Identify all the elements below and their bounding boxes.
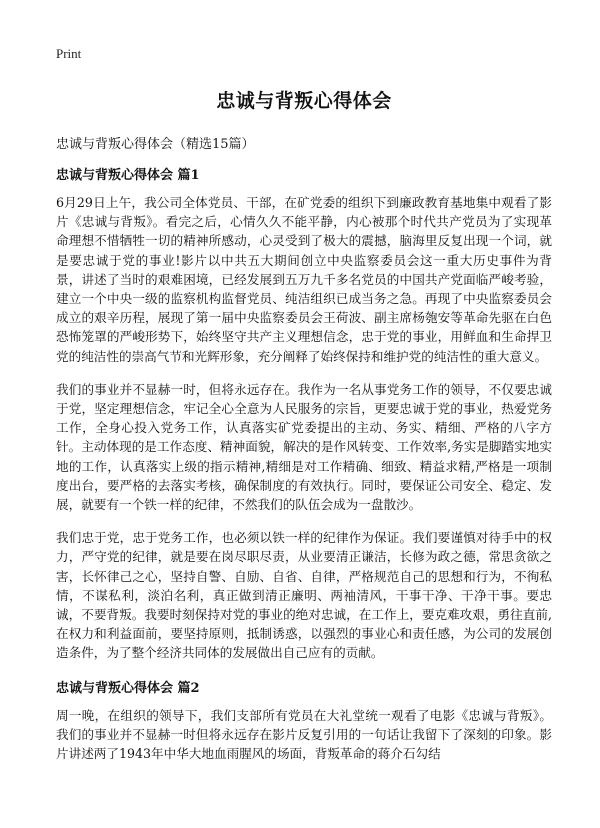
section-heading-2: 忠诚与背叛心得体会 篇2 bbox=[56, 680, 200, 696]
document-title: 忠诚与背叛心得体会 bbox=[216, 90, 392, 112]
section-1-paragraph-2: 我们的事业并不显赫一时，但将永远存在。我作为一名从事党务工作的领导，不仅要忠诚于党，坚定理想信念，牢记全心全意为人民服务的宗旨，更要忠诚于党的事业，热爱党务工作，全身心投入党务工作，认真落实矿党委提出的主动、务实、精细、严格的八字方针。主动体现的是工作态度、精神面貌，解决的是作风转变、工作效率,务实是脚踏实地实地的工作，认真落实上级的指示精神,精细是对工作精确、细致、精益求精,严格是一项制度出台，要严格的去落实考核，确保制度的有效执行。同时，要保证公司安全、稳定、发展，就要有一个铁一样的纪律，不然我们的队伍会成为一盘散沙。 bbox=[56, 381, 552, 513]
section-1-paragraph-3: 我们忠于党，忠于党务工作，也必须以铁一样的纪律作为保证。我们要谨慎对待手中的权力，严守党的纪律，就是要在岗尽职尽责，从业要清正谦洁，长修为政之德，常思贪欲之害，长怀律己之心，坚持自警、自励、自省、自律，严格规范自己的思想和行为，不徇私情，不谋私利，淡泊名利，真正做到清正廉明、两袖清风，干事干净、干净干事。要忠诚，不要背叛。我要时刻保持对党的事业的绝对忠诚，在工作上，要克难攻艰，勇往直前,在权力和利益面前，要坚持原则，抵制诱惑，以强烈的事业心和责任感，为公司的发展创造条件，为了整个经济共同体的发展做出自己应有的贡献。 bbox=[56, 530, 552, 661]
section-1-paragraph-1: 6月29日上午，我公司全体党员、干部，在矿党委的组织下到廉政教育基地集中观看了影片《忠诚与背叛》。看完之后，心情久久不能平静，内心被那个时代共产党员为了实现革命理想不惜牺牲一切的精神所感动，心灵受到了极大的震撼，脑海里反复出现一个词，就是要忠诚于党的事业!影片以中共五大期间创立中央监察委员会这一重大历史事件为背景，讲述了当时的艰难困境，已经发展到五万九千多名党员的中国共产党面临严峻考验，建立一个中央一级的监察机构监督党员、纯洁组织已成当务之急。再现了中央监察委员会成立的艰辛历程，展现了第一届中央监察委员会王荷波、副主席杨匏安等革命先驱在白色恐怖笼罩的严峻形势下，始终坚守共产主义理想信念，忠于党的事业，用鲜血和生命捍卫党的纯洁性的崇高气节和光辉形象，充分阐释了始终保持和维护党的纯洁性的重大意义。 bbox=[56, 195, 552, 364]
section-2-paragraph-1: 周一晚，在组织的领导下，我们支部所有党员在大礼堂统一观看了电影《忠诚与背叛》。我们的事业并不显赫一时但将永远存在影片反复引用的一句话让我留下了深刻的印象。影片讲述两了1943年中华大地血雨腥风的场面，背叛革命的蒋介石勾结 bbox=[56, 707, 552, 762]
print-link[interactable]: Print bbox=[56, 46, 82, 61]
document-subtitle: 忠诚与背叛心得体会（精选15篇） bbox=[56, 137, 255, 152]
section-heading-1: 忠诚与背叛心得体会 篇1 bbox=[56, 168, 200, 183]
